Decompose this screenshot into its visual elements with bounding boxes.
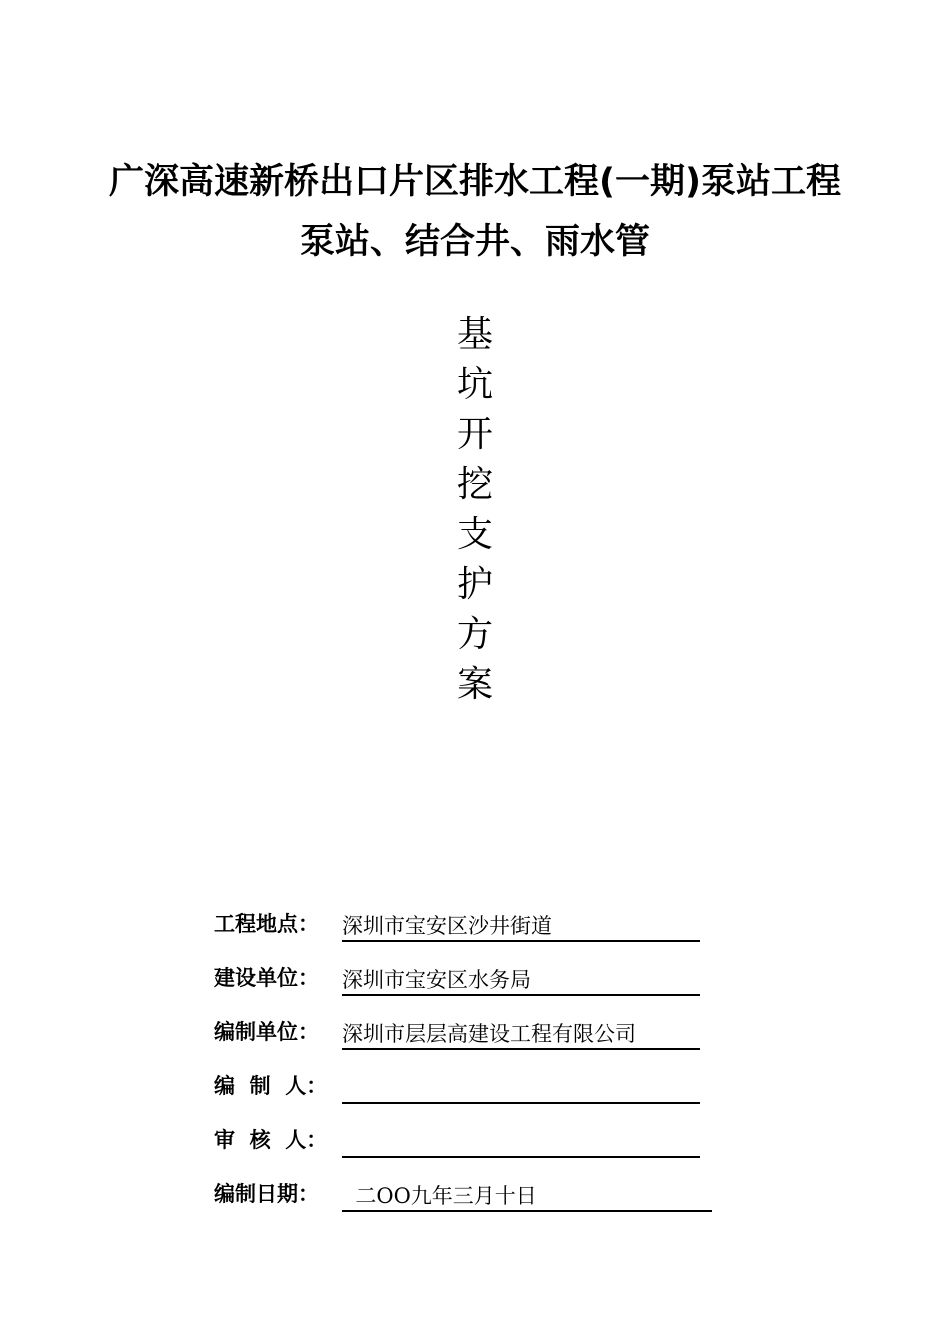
vertical-title-char: 案 (456, 664, 493, 705)
document-title-line-1: 广深高速新桥出口片区排水工程(一期)泵站工程 (109, 162, 841, 202)
reviewer-row (214, 1124, 704, 1158)
document-title-line-2: 泵站、结合井、雨水管 (299, 222, 650, 262)
compile-date-value: 二OO九年三月十日 (342, 1182, 712, 1212)
client-value: 深圳市宝安区水务局 (342, 966, 700, 996)
compile-date-label: 编制日期： (214, 1182, 319, 1206)
compiler-label: 编 制 人： (214, 1074, 328, 1098)
project-location-label: 工程地点： (214, 912, 319, 936)
vertical-title-char: 支 (456, 514, 493, 555)
vertical-title-char: 挖 (456, 464, 493, 505)
vertical-title-char: 开 (456, 414, 493, 455)
client-row (214, 962, 704, 996)
reviewer-label: 审 核 人： (214, 1128, 328, 1152)
vertical-title-char: 护 (456, 564, 493, 605)
vertical-title-char: 基 (456, 314, 493, 355)
reviewer-value (342, 1128, 700, 1158)
compiler-org-value: 深圳市层层高建设工程有限公司 (342, 1020, 700, 1050)
compiler-org-row (214, 1016, 704, 1050)
compiler-row (214, 1070, 704, 1104)
client-label: 建设单位： (214, 966, 319, 990)
compile-date-row (214, 1178, 714, 1212)
compiler-value (342, 1074, 700, 1104)
compiler-org-label: 编制单位： (214, 1020, 319, 1044)
project-location-value: 深圳市宝安区沙井街道 (342, 912, 700, 942)
vertical-title-char: 坑 (456, 364, 493, 405)
vertical-title-char: 方 (456, 614, 493, 655)
project-location-row (214, 908, 704, 942)
